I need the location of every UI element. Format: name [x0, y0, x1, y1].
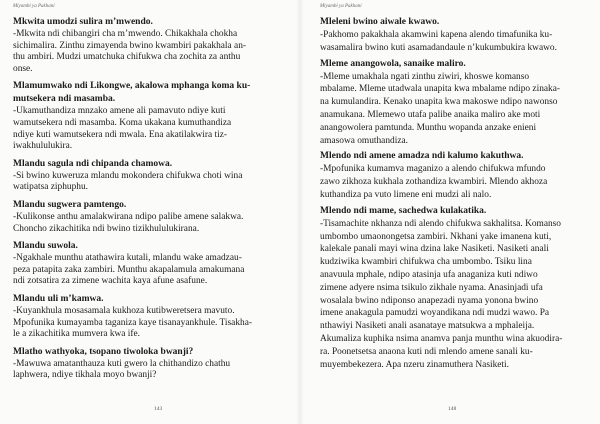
text-line: wosalala bwino ndiponso anapezadi nyama yonona bwino: [320, 295, 539, 306]
proverb-heading: [13, 158, 279, 171]
text-line: sichimalira. Zinthu zimayenda bwino kwambiri pakakhala an-: [13, 40, 246, 51]
heading-line: Mlatho wathyoka, tsopano tiwoloka bwanji?: [13, 346, 194, 357]
text-line: wasamalira bwino kuti asamadandaule n’kukumbukira kwawo.: [320, 42, 557, 53]
text-line: kudziwika kwambiri chifukwa cha umbombo. Tsiku lina: [320, 257, 532, 268]
proverb-entry: [13, 240, 279, 288]
text-line: -Si bwino kuweruza mlandu mokondera chifukwa choti wina: [13, 170, 243, 181]
text-line: onse.: [13, 63, 33, 74]
proverb-entry: [320, 205, 588, 372]
proverb-entry: [320, 150, 588, 201]
text-line: -Mleme umakhala ngati zinthu ziwiri, khoswe komanso: [320, 71, 530, 82]
text-line: -Kuyankhula mosasamala kukhoza kutibweretsera mavuto.: [13, 305, 235, 316]
proverb-explanation: [13, 359, 279, 382]
page-number: 148: [448, 406, 457, 412]
text-line: -Pakhomo pakakhala akamwini kapena alendo timafunika ku-: [320, 30, 553, 40]
page-number: 143: [154, 406, 163, 412]
text-line: le a zikachitika mumvera kwa ife.: [13, 329, 141, 340]
proverb-explanation: [320, 71, 588, 148]
proverb-heading: [320, 58, 588, 71]
text-line: zawo zikhoza kukhala zothandiza kwambiri. Mlendo akhoza: [320, 177, 548, 188]
text-line: iwakhululukira.: [13, 141, 73, 152]
proverb-heading: [13, 199, 279, 212]
text-line: -Mkwita ndi chibangiri cha m’mwendo. Chikakhala chokha: [13, 29, 238, 39]
text-line: imene anakagula pamudzi woyandikana ndi mudzi wawo. Pa: [320, 308, 550, 319]
proverb-entry: [13, 158, 279, 194]
heading-line: Mlandu sagula ndi chipanda chamowa.: [13, 158, 173, 169]
text-line: ndiye kuti wamutsekera ndi mwala. Ena akatilakwira tiz-: [13, 129, 227, 140]
proverb-heading: [13, 293, 279, 306]
text-line: kalekale panali mayi wina dzina lake Nasiketi. Nasiketi anali: [320, 244, 549, 255]
text-line: ndi zotsatira za zimene wachita kaya afune asafune.: [13, 276, 208, 287]
text-line: kuthandiza pa vuto limene eni mudzi ali nalo.: [320, 189, 492, 200]
proverb-heading: [13, 240, 279, 253]
book-gutter: [296, 0, 304, 424]
heading-line: Mleme anangowola, sanaike maliro.: [320, 58, 466, 69]
text-line: na kumulandira. Kenako unapita kwa makoswe ndipo nawonso: [320, 97, 558, 108]
running-head: Miyambi ya Pakhani: [320, 4, 362, 9]
proverb-entry: [13, 293, 279, 341]
proverb-explanation: [13, 306, 279, 341]
text-line: laphwera, ndiye tikhala moyo bwanji?: [13, 370, 157, 381]
proverb-heading: [320, 150, 588, 163]
text-line: anamukana. Mlemewo utafa palibe anaika maliro ake moti: [320, 109, 541, 120]
proverb-explanation: [13, 212, 279, 235]
proverb-explanation: [320, 218, 588, 372]
proverb-explanation: [13, 171, 279, 194]
page-body: [13, 16, 279, 387]
left-page: [0, 0, 288, 424]
text-line: thu ambiri. Mudzi umatchuka chifukwa cha zochita za anthu: [13, 52, 241, 63]
text-line: -Mpofunika kumamva maganizo a alendo chifukwa mfundo: [320, 164, 546, 175]
proverb-entry: [13, 16, 279, 75]
text-line: anavuula mphale, ndipo atasinja ufa anaganiza kuti ndiwo: [320, 269, 538, 280]
text-line: Choncho zikachitika ndi bwino tizikhululukirana.: [13, 223, 200, 234]
proverb-heading: [13, 16, 279, 29]
text-line: anangowolera pamtunda. Munthu wopanda anzake enieni: [320, 122, 537, 133]
heading-line: Mleleni bwino aiwale kwawo.: [320, 17, 440, 27]
text-line: umbombo umaonongetsa zambiri. Nkhani yake imanena kuti,: [320, 231, 552, 242]
text-line: zimene adyere nsima tsikulo zikhale nyama. Anasinjadi ufa: [320, 282, 543, 293]
text-line: -Tisamachite nkhanza ndi alendo chifukwa sakhalitsa. Komanso: [320, 218, 561, 229]
proverb-heading: [320, 16, 588, 29]
proverb-explanation: [13, 106, 279, 152]
heading-line: Mlamumwako ndi Likongwe, akalowa mphanga koma ku-: [13, 81, 251, 92]
text-line: watipatsa ziphuphu.: [13, 182, 88, 193]
text-line: -Mawuwa amatanthauza kuti gwero la chithandizo chathu: [13, 358, 231, 369]
page-body: [320, 16, 588, 374]
proverb-explanation: [13, 253, 279, 288]
running-head: Miyambi ya Pakhani: [13, 4, 55, 9]
heading-line: Mlandu uli m’kamwa.: [13, 293, 104, 304]
proverb-heading: [13, 80, 279, 106]
heading-line: Mlandu sugwera pamtengo.: [13, 199, 127, 210]
proverb-explanation: [320, 29, 588, 55]
proverb-entry: [13, 346, 279, 382]
text-line: ra. Poonetsetsa anaona kuti ndi mlendo amene sanali ku-: [320, 346, 533, 357]
text-line: nthawiyi Nasiketi anali asanataye matsukwa a mphaleija.: [320, 321, 535, 332]
text-line: -Kulikonse anthu amalakwirana ndipo palibe amene salakwa.: [13, 211, 244, 222]
proverb-entry: [320, 16, 588, 55]
text-line: muyembekezera. Apa nzeru zinamuthera Nasiketi.: [320, 359, 509, 370]
text-line: Mpofunika kumayamba taganiza kaye tisanayankhule. Tisakha-: [13, 317, 252, 328]
text-line: amasowa omuthandiza.: [320, 135, 408, 146]
text-line: Akumaliza kuphika nsima anamva panja munthu wina akuodira-: [320, 333, 563, 344]
proverb-entry: [13, 80, 279, 152]
proverb-entry: [320, 58, 588, 148]
heading-line: mutsekera ndi masamba.: [13, 94, 116, 105]
proverb-explanation: [13, 29, 279, 75]
text-line: -Ukamuthandiza mnzako amene ali pamavuto ndiye kuti: [13, 106, 226, 117]
heading-line: Mkwita umodzi sulira m’mwendo.: [13, 17, 153, 27]
text-line: mbalame. Mleme utadwala unapita kwa mbalame ndipo zinaka-: [320, 84, 561, 95]
text-line: -Ngakhale munthu atathawira kutali, mlandu wake amadzau-: [13, 253, 242, 264]
heading-line: Mlendo ndi mame, sachedwa kulakatika.: [320, 205, 487, 216]
proverb-entry: [13, 199, 279, 235]
right-page: [312, 0, 600, 424]
text-line: peza patapita zaka zambiri. Munthu akapalamula amakumana: [13, 264, 245, 275]
proverb-heading: [13, 346, 279, 359]
heading-line: Mlendo ndi amene amadza ndi kalumo kakuthwa.: [320, 151, 524, 162]
text-line: wamutsekera ndi masamba. Koma ukakana kumuthandiza: [13, 117, 232, 128]
heading-line: Mlandu suwola.: [13, 241, 78, 252]
proverb-heading: [320, 205, 588, 218]
proverb-explanation: [320, 163, 588, 201]
